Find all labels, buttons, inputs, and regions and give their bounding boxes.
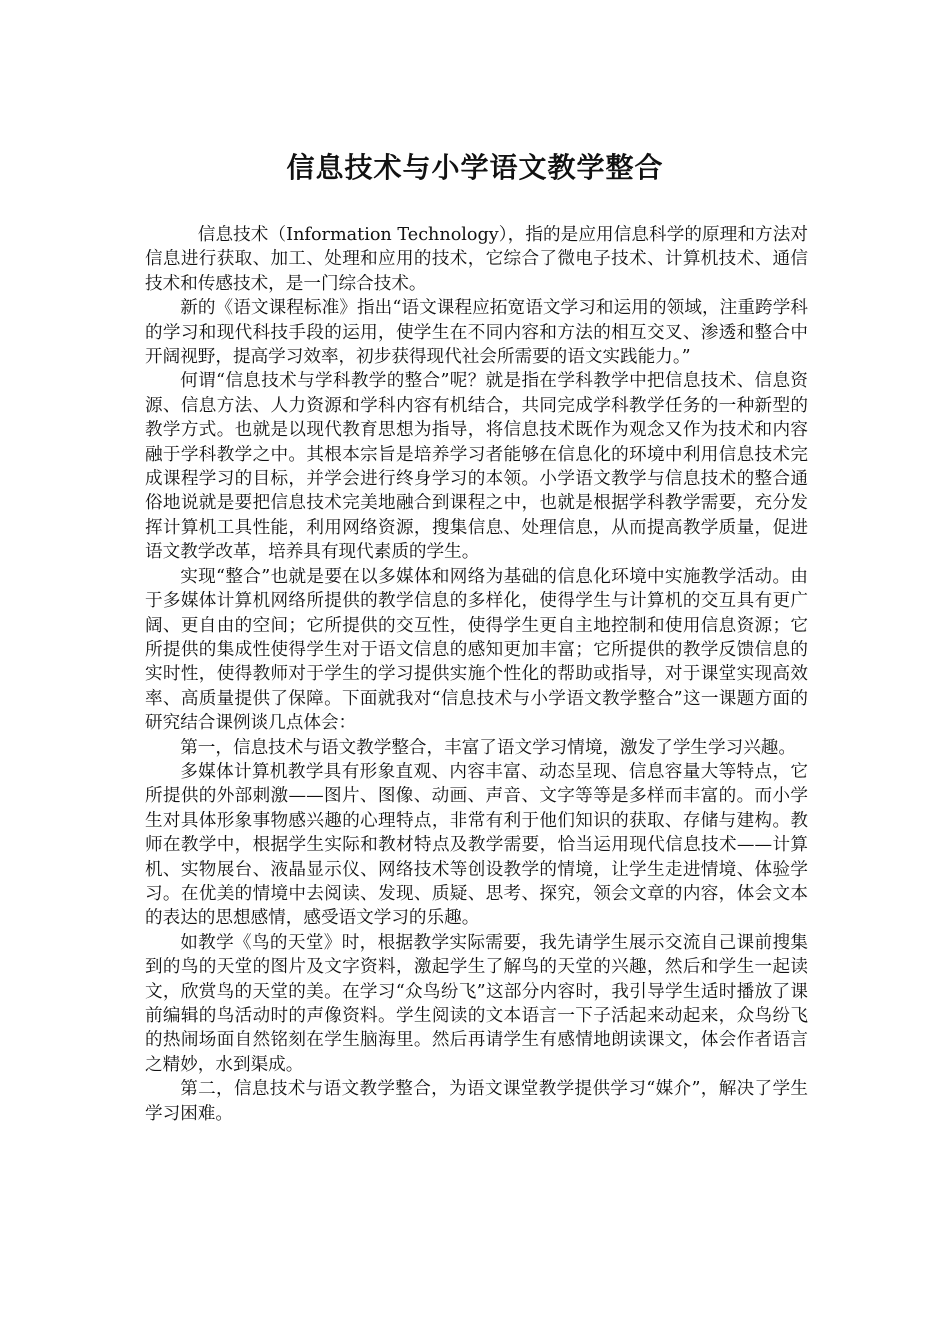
document-title: 信息技术与小学语文教学整合: [286, 151, 664, 184]
paragraph-multimedia: 多媒体计算机教学具有形象直观、内容丰富、动态呈现、信息容量大等特点，它所提供的外部刺激——图片、图像、动画、声音、文字等等是多样而丰富的。而小学生对具体形象事物感兴趣的心理特点，非常有利于他们知识的获取、存储与建构。教师在教学中，根据学生实际和教材特点及教学需要，恰当运用现代信息技术——计算机、实物展台、液晶显示仪、网络技术等创设教学的情境，让学生走进情境、体验学习。在优美的情境中去阅读、发现、质疑、思考、探究，领会文章的内容，体会文本的表达的思想感情，感受语文学习的乐趣。: [145, 761, 808, 929]
document-body: [145, 223, 808, 1126]
paragraph-point-one: 第一，信息技术与语文教学整合，丰富了语文学习情境，激发了学生学习兴趣。: [180, 737, 796, 758]
paragraph-integration-definition: 何谓“信息技术与学科教学的整合”呢？就是指在学科教学中把信息技术、信息资源、信息方法、人力资源和学科内容有机结合，共同完成学科教学任务的一种新型的教学方式。也就是以现代教育思想为指导，将信息技术既作为观念又作为技术和内容融于学科教学之中。其根本宗旨是培养学习者能够在信息化的环境中利用信息技术完成课程学习的目标，并学会进行终身学习的本领。小学语文教学与信息技术的整合通俗地说就是要把信息技术完美地融合到课程之中，也就是根据学科教学需要，充分发挥计算机工具性能，利用网络资源，搜集信息、处理信息，从而提高教学质量，促进语文教学改革，培养具有现代素质的学生。: [145, 371, 808, 563]
paragraph-example: 如教学《鸟的天堂》时，根据教学实际需要，我先请学生展示交流自己课前搜集到的鸟的天堂的图片及文字资料，激起学生了解鸟的天堂的兴趣，然后和学生一起读文，欣赏鸟的天堂的美。在学习“众鸟纷飞”这部分内容时，我引导学生适时播放了课前编辑的鸟活动时的声像资料。学生阅读的文本语言一下子活起来动起来，众鸟纷飞的热闹场面自然铭刻在学生脑海里。然后再请学生有感情地朗读课文，体会作者语言之精妙，水到渠成。: [145, 932, 808, 1075]
paragraph-point-two: 第二，信息技术与语文教学整合，为语文课堂教学提供学习“媒介”，解决了学生学习困难。: [145, 1079, 808, 1124]
paragraph-intro: 信息技术（Information Technology），指的是应用信息科学的原理和方法对信息进行获取、加工、处理和应用的技术，它综合了微电子技术、计算机技术、通信技术和传感技术，是一门综合技术。: [145, 225, 808, 294]
paragraph-implementation: 实现“整合”也就是要在以多媒体和网络为基础的信息化环境中实施教学活动。由于多媒体计算机网络所提供的教学信息的多样化，使得学生与计算机的交互具有更广阔、更自由的空间；它所提供的交互性，使得学生更自主地控制和使用信息资源；它所提供的集成性使得学生对于语文信息的感知更加丰富；它所提供的教学反馈信息的实时性，使得教师对于学生的学习提供实施个性化的帮助或指导，对于课堂实现高效率、高质量提供了保障。下面就我对“信息技术与小学语文教学整合”这一课题方面的研究结合课例谈几点体会：: [145, 566, 808, 734]
paragraph-curriculum-standard: 新的《语文课程标准》指出“语文课程应拓宽语文学习和运用的领域，注重跨学科的学习和现代科技手段的运用，使学生在不同内容和方法的相互交叉、渗透和整合中开阔视野，提高学习效率，初步获得现代社会所需要的语文实践能力。”: [145, 298, 808, 368]
